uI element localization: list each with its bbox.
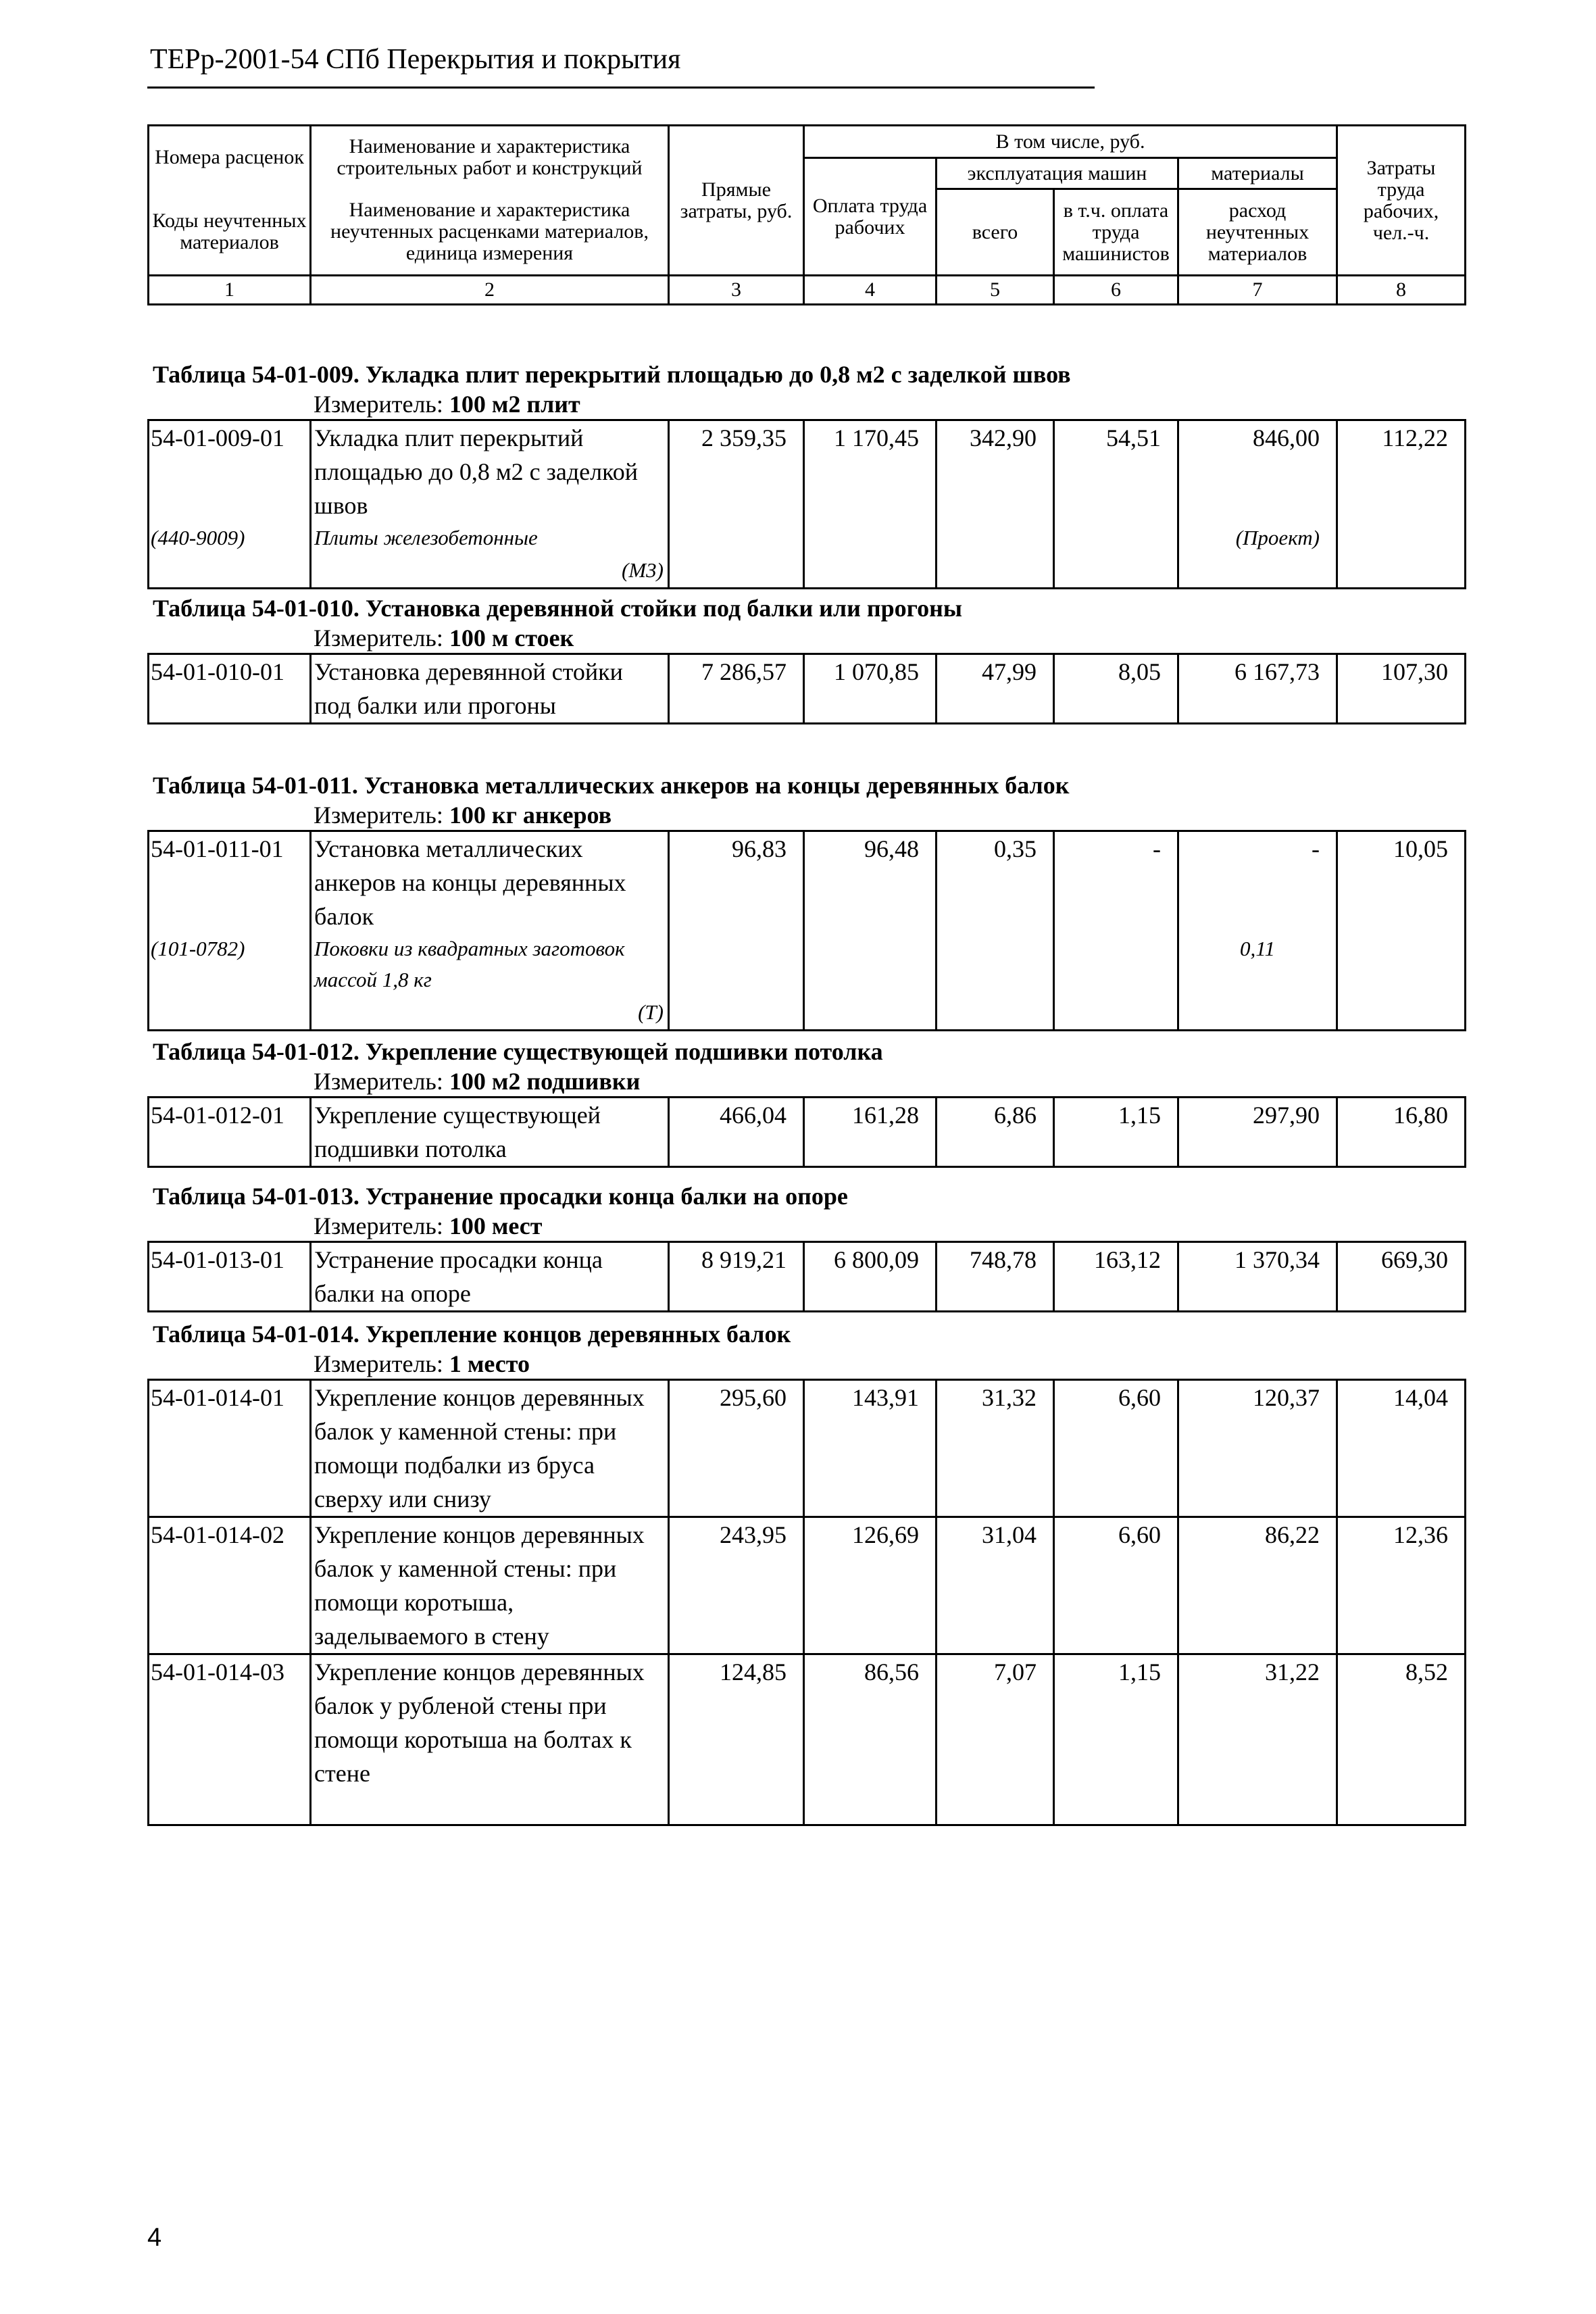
machines-total-value: 342,90 (937, 420, 1054, 523)
operators-pay-value: - (1054, 831, 1178, 934)
section-unit: Измеритель: 100 кг анкеров (314, 802, 612, 829)
rate-name: Укрепление концов деревянных балок у рубленой стены при помощи коротыша на болтах к стене (311, 1654, 669, 1825)
labor-hours-value: 107,30 (1337, 654, 1466, 724)
materials-value: 846,00 (1178, 420, 1337, 523)
section-54-01-013 (147, 1181, 1464, 1312)
operators-pay-value: 54,51 (1054, 420, 1178, 523)
materials-value: 86,22 (1178, 1517, 1337, 1654)
rates-table (147, 1241, 1466, 1312)
section-unit: Измеритель: 100 м стоек (314, 624, 574, 651)
col-header-operators-pay: в т.ч. оплата труда машинистов (1054, 189, 1178, 276)
section-54-01-012 (147, 1037, 1464, 1168)
rate-name: Укладка плит перекрытий площадью до 0,8 м2 с заделкой швов (311, 420, 669, 523)
machines-total-value: 7,07 (937, 1654, 1054, 1825)
table-row (149, 831, 1466, 934)
table-row (149, 1242, 1466, 1312)
rate-name: Укрепление существующей подшивки потолка (311, 1098, 669, 1167)
machines-total-value: 0,35 (937, 831, 1054, 934)
direct-costs-value: 96,83 (669, 831, 804, 934)
operators-pay-value: 163,12 (1054, 1242, 1178, 1312)
section-54-01-011 (147, 770, 1464, 1031)
section-54-01-014 (147, 1319, 1464, 1826)
material-row (149, 522, 1466, 589)
rates-table (147, 1096, 1466, 1168)
col-header-names-top: Наименование и характеристика строительных работ и конструкций (311, 126, 669, 189)
rate-name: Установка деревянной стойки под балки или прогоны (311, 654, 669, 724)
operators-pay-value: 6,60 (1054, 1517, 1178, 1654)
operators-pay-value: 8,05 (1054, 654, 1178, 724)
material-code: (101-0782) (149, 933, 311, 1031)
material-code: (440-9009) (149, 522, 311, 589)
rates-table (147, 1379, 1466, 1826)
rate-name: Укрепление концов деревянных балок у каменной стены: при помощи коротыша, заделываемого в стену (311, 1517, 669, 1654)
labor-pay-value: 86,56 (804, 1654, 937, 1825)
labor-pay-value: 96,48 (804, 831, 937, 934)
operators-pay-value: 1,15 (1054, 1098, 1178, 1167)
labor-hours-value: 10,05 (1337, 831, 1466, 934)
col-header-labor-pay: Оплата труда рабочих (804, 158, 937, 276)
section-title: Таблица 54-01-012. Укрепление существующей подшивки потолка (153, 1038, 883, 1065)
labor-hours-value: 669,30 (1337, 1242, 1466, 1312)
rate-code: 54-01-010-01 (149, 654, 311, 724)
rate-code: 54-01-012-01 (149, 1098, 311, 1167)
direct-costs-value: 124,85 (669, 1654, 804, 1825)
table-row (149, 1654, 1466, 1825)
page-number: 4 (147, 2223, 162, 2252)
direct-costs-value: 2 359,35 (669, 420, 804, 523)
direct-costs-value: 466,04 (669, 1098, 804, 1167)
col-header-material-usage: расход неучтенных материалов (1178, 189, 1337, 276)
rate-code: 54-01-013-01 (149, 1242, 311, 1312)
labor-hours-value: 16,80 (1337, 1098, 1466, 1167)
col-number: 3 (669, 276, 804, 305)
direct-costs-value: 243,95 (669, 1517, 804, 1654)
section-unit: Измеритель: 100 м2 плит (314, 391, 580, 418)
col-header-material-codes: Коды неучтенных материалов (149, 189, 311, 276)
col-number: 5 (937, 276, 1054, 305)
section-title: Таблица 54-01-009. Укладка плит перекрытий площадью до 0,8 м2 с заделкой швов (153, 361, 1071, 388)
col-number: 4 (804, 276, 937, 305)
table-row (149, 1517, 1466, 1654)
rate-code: 54-01-014-02 (149, 1517, 311, 1654)
labor-hours-value: 8,52 (1337, 1654, 1466, 1825)
column-header-table (147, 124, 1466, 305)
rates-table (147, 830, 1466, 1031)
labor-pay-value: 1 070,85 (804, 654, 937, 724)
header-rule (147, 87, 1095, 89)
rates-table (147, 653, 1466, 724)
material-usage-value: (Проект) (1178, 522, 1337, 589)
table-row (149, 1098, 1466, 1167)
materials-value: - (1178, 831, 1337, 934)
materials-value: 120,37 (1178, 1380, 1337, 1517)
section-54-01-010 (147, 593, 1464, 724)
section-unit: Измеритель: 100 мест (314, 1212, 543, 1239)
rate-code: 54-01-014-01 (149, 1380, 311, 1517)
table-row (149, 420, 1466, 523)
machines-total-value: 748,78 (937, 1242, 1054, 1312)
col-number: 1 (149, 276, 311, 305)
section-unit: Измеритель: 1 место (314, 1350, 530, 1377)
labor-hours-value: 14,04 (1337, 1380, 1466, 1517)
col-header-machines: эксплуатация машин (937, 158, 1178, 189)
col-number: 2 (311, 276, 669, 305)
rate-name: Установка металлических анкеров на концы деревянных балок (311, 831, 669, 934)
section-54-01-009 (147, 360, 1464, 589)
section-title: Таблица 54-01-011. Установка металлических анкеров на концы деревянных балок (153, 772, 1070, 799)
rate-name: Устранение просадки конца балки на опоре (311, 1242, 669, 1312)
section-title: Таблица 54-01-010. Установка деревянной стойки под балки или прогоны (153, 595, 962, 622)
col-number: 6 (1054, 276, 1178, 305)
table-row (149, 1380, 1466, 1517)
col-number: 8 (1337, 276, 1466, 305)
col-header-material-names: Наименование и характеристика неучтенных расценками материалов, единица измерения (311, 189, 669, 276)
col-header-codes-top: Номера расценок (149, 126, 311, 189)
col-header-machines-total: всего (937, 189, 1054, 276)
material-name: Поковки из квадратных заготовок массой 1,8 кг (314, 937, 625, 991)
labor-pay-value: 126,69 (804, 1517, 937, 1654)
materials-value: 6 167,73 (1178, 654, 1337, 724)
materials-value: 31,22 (1178, 1654, 1337, 1825)
machines-total-value: 31,04 (937, 1517, 1054, 1654)
material-usage-value: 0,11 (1178, 933, 1337, 1031)
rate-code: 54-01-009-01 (149, 420, 311, 523)
labor-hours-value: 112,22 (1337, 420, 1466, 523)
labor-hours-value: 12,36 (1337, 1517, 1466, 1654)
direct-costs-value: 295,60 (669, 1380, 804, 1517)
machines-total-value: 6,86 (937, 1098, 1054, 1167)
material-row (149, 933, 1466, 1031)
materials-value: 1 370,34 (1178, 1242, 1337, 1312)
section-title: Таблица 54-01-013. Устранение просадки конца балки на опоре (153, 1183, 848, 1210)
col-header-labor-hours: Затраты труда рабочих, чел.-ч. (1337, 126, 1466, 276)
col-header-materials: материалы (1178, 158, 1337, 189)
col-header-including: В том числе, руб. (804, 126, 1337, 158)
machines-total-value: 47,99 (937, 654, 1054, 724)
document-header: ТЕРр-2001-54 СПб Перекрытия и покрытия (150, 44, 681, 75)
direct-costs-value: 8 919,21 (669, 1242, 804, 1312)
machines-total-value: 31,32 (937, 1380, 1054, 1517)
operators-pay-value: 6,60 (1054, 1380, 1178, 1517)
rate-code: 54-01-011-01 (149, 831, 311, 934)
rate-name: Укрепление концов деревянных балок у каменной стены: при помощи подбалки из бруса сверху или снизу (311, 1380, 669, 1517)
col-header-direct-costs: Прямые затраты, руб. (669, 126, 804, 276)
material-unit: (М3) (622, 558, 664, 582)
material-unit: (Т) (638, 1000, 664, 1024)
operators-pay-value: 1,15 (1054, 1654, 1178, 1825)
direct-costs-value: 7 286,57 (669, 654, 804, 724)
section-title: Таблица 54-01-014. Укрепление концов деревянных балок (153, 1321, 791, 1348)
labor-pay-value: 6 800,09 (804, 1242, 937, 1312)
labor-pay-value: 1 170,45 (804, 420, 937, 523)
material-name: Плиты железобетонные (314, 526, 538, 549)
rate-code: 54-01-014-03 (149, 1654, 311, 1825)
rates-table (147, 419, 1466, 589)
table-row (149, 654, 1466, 724)
labor-pay-value: 161,28 (804, 1098, 937, 1167)
col-number: 7 (1178, 276, 1337, 305)
labor-pay-value: 143,91 (804, 1380, 937, 1517)
materials-value: 297,90 (1178, 1098, 1337, 1167)
section-unit: Измеритель: 100 м2 подшивки (314, 1068, 641, 1095)
